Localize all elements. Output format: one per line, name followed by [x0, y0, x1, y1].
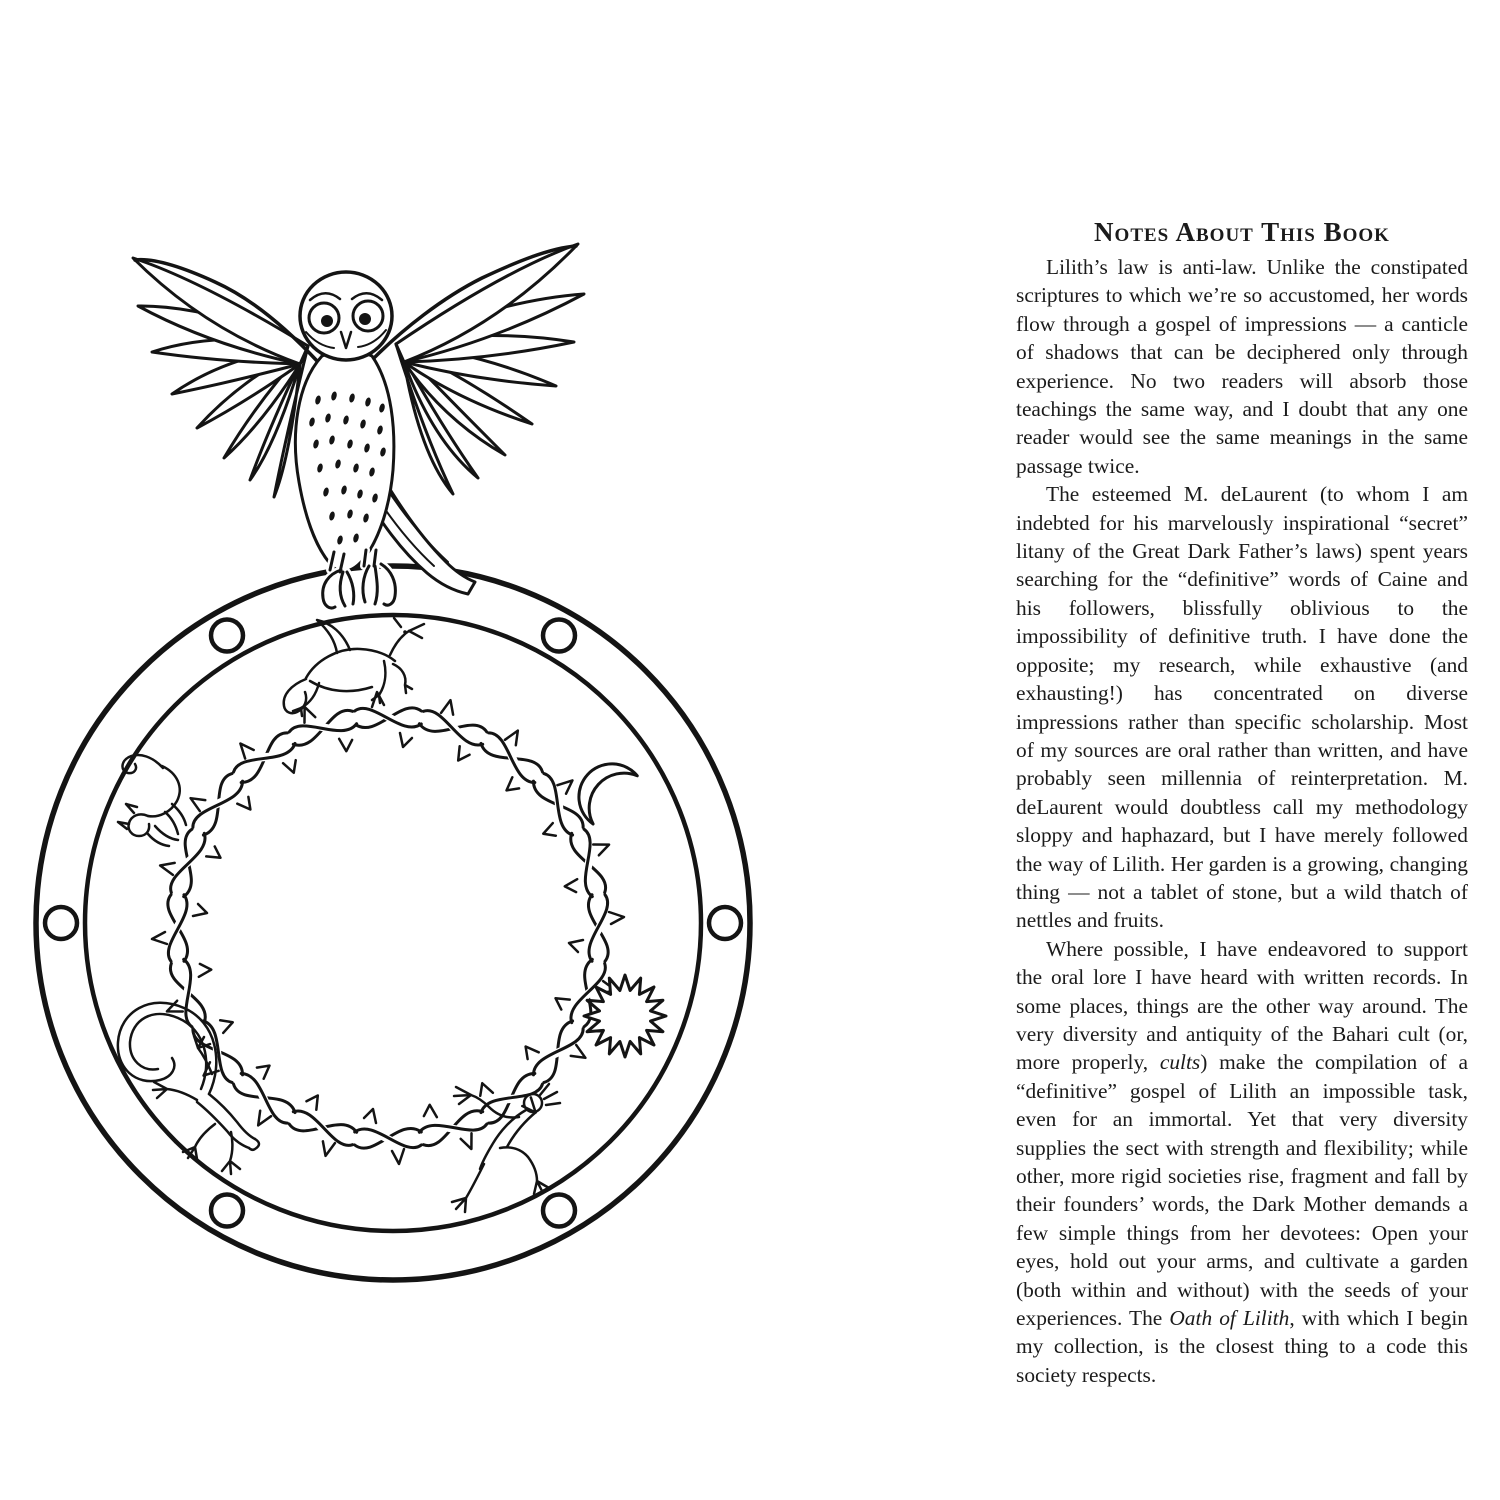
article-body — [1016, 253, 1468, 1389]
crescent-moon-icon — [579, 764, 637, 824]
text-segment: Oath of Lilith — [1169, 1306, 1290, 1331]
text-segment: Lilith’s law is anti-law. Unlike the constipated scriptures to which we’re so accustomed, her words flow through a gospel of impressions — a canticle of shadows that can be deciphered only through experience. No two readers will absorb those teachings the same way, and I doubt that any one reader would see the same meanings in the same passage twice. — [1016, 255, 1468, 478]
owl-body — [295, 350, 393, 571]
salamander — [118, 1003, 259, 1174]
section-title: Notes About This Book — [1094, 217, 1390, 247]
owl — [133, 244, 584, 608]
text-column — [1016, 216, 1468, 1389]
text-segment: ) make the compilation of a “definitive” gospel of Lilith an impossible task, even for an immortal. Yet that very diversity supplies the sect with strength and flexibility; while other, more rigid societies rise, fragment and fall by their founders’ words, the Dark Mother demands a few simple things from her devotees: Open your eyes, hold out your arms, and cultivate a garden (both within and without) with the seeds of your experiences. The — [1016, 1050, 1468, 1331]
text-segment: The esteemed M. deLaurent (to whom I am indebted for his marvelously inspirational “secret” litany of the Great Dark Father’s laws) spent years searching for the “definitive” words of Caine and his followers, blissfully oblivious to the impossibility of definitive truth. I have done the opposite; my research, while exhaustive (and exhausting!) has concentrated on diverse impressions rather than specific scholarship. Most of my sources are oral rather than written, and have probably seen millennia of reinterpretation. M. deLaurent would doubtless call my methodology sloppy and haphazard, but I have merely followed the way of Lilith. Her garden is a growing, changing thing — not a tablet of stone, but a wild thatch of nettles and fruits. — [1016, 482, 1468, 933]
owl-left-wing — [133, 258, 308, 497]
text-segment: cults — [1159, 1050, 1201, 1075]
riveted-ring — [36, 566, 750, 1280]
sunburst-icon — [584, 975, 666, 1057]
text-segment: , with which I begin my collection, is the closest thing to a code this society respects. — [1016, 1306, 1468, 1387]
owl-right-wing — [396, 244, 584, 494]
text-segment: Where possible, I have endeavored to support the oral lore I have heard with written records. In some places, things are the other way around. The very diversity and antiquity of the Bahari cult (or, more properly, — [1016, 936, 1468, 1075]
paragraph — [1016, 253, 1468, 480]
paragraph — [1016, 935, 1468, 1390]
owl-head — [300, 272, 392, 360]
dragon — [284, 618, 424, 716]
paragraph — [1016, 480, 1468, 935]
